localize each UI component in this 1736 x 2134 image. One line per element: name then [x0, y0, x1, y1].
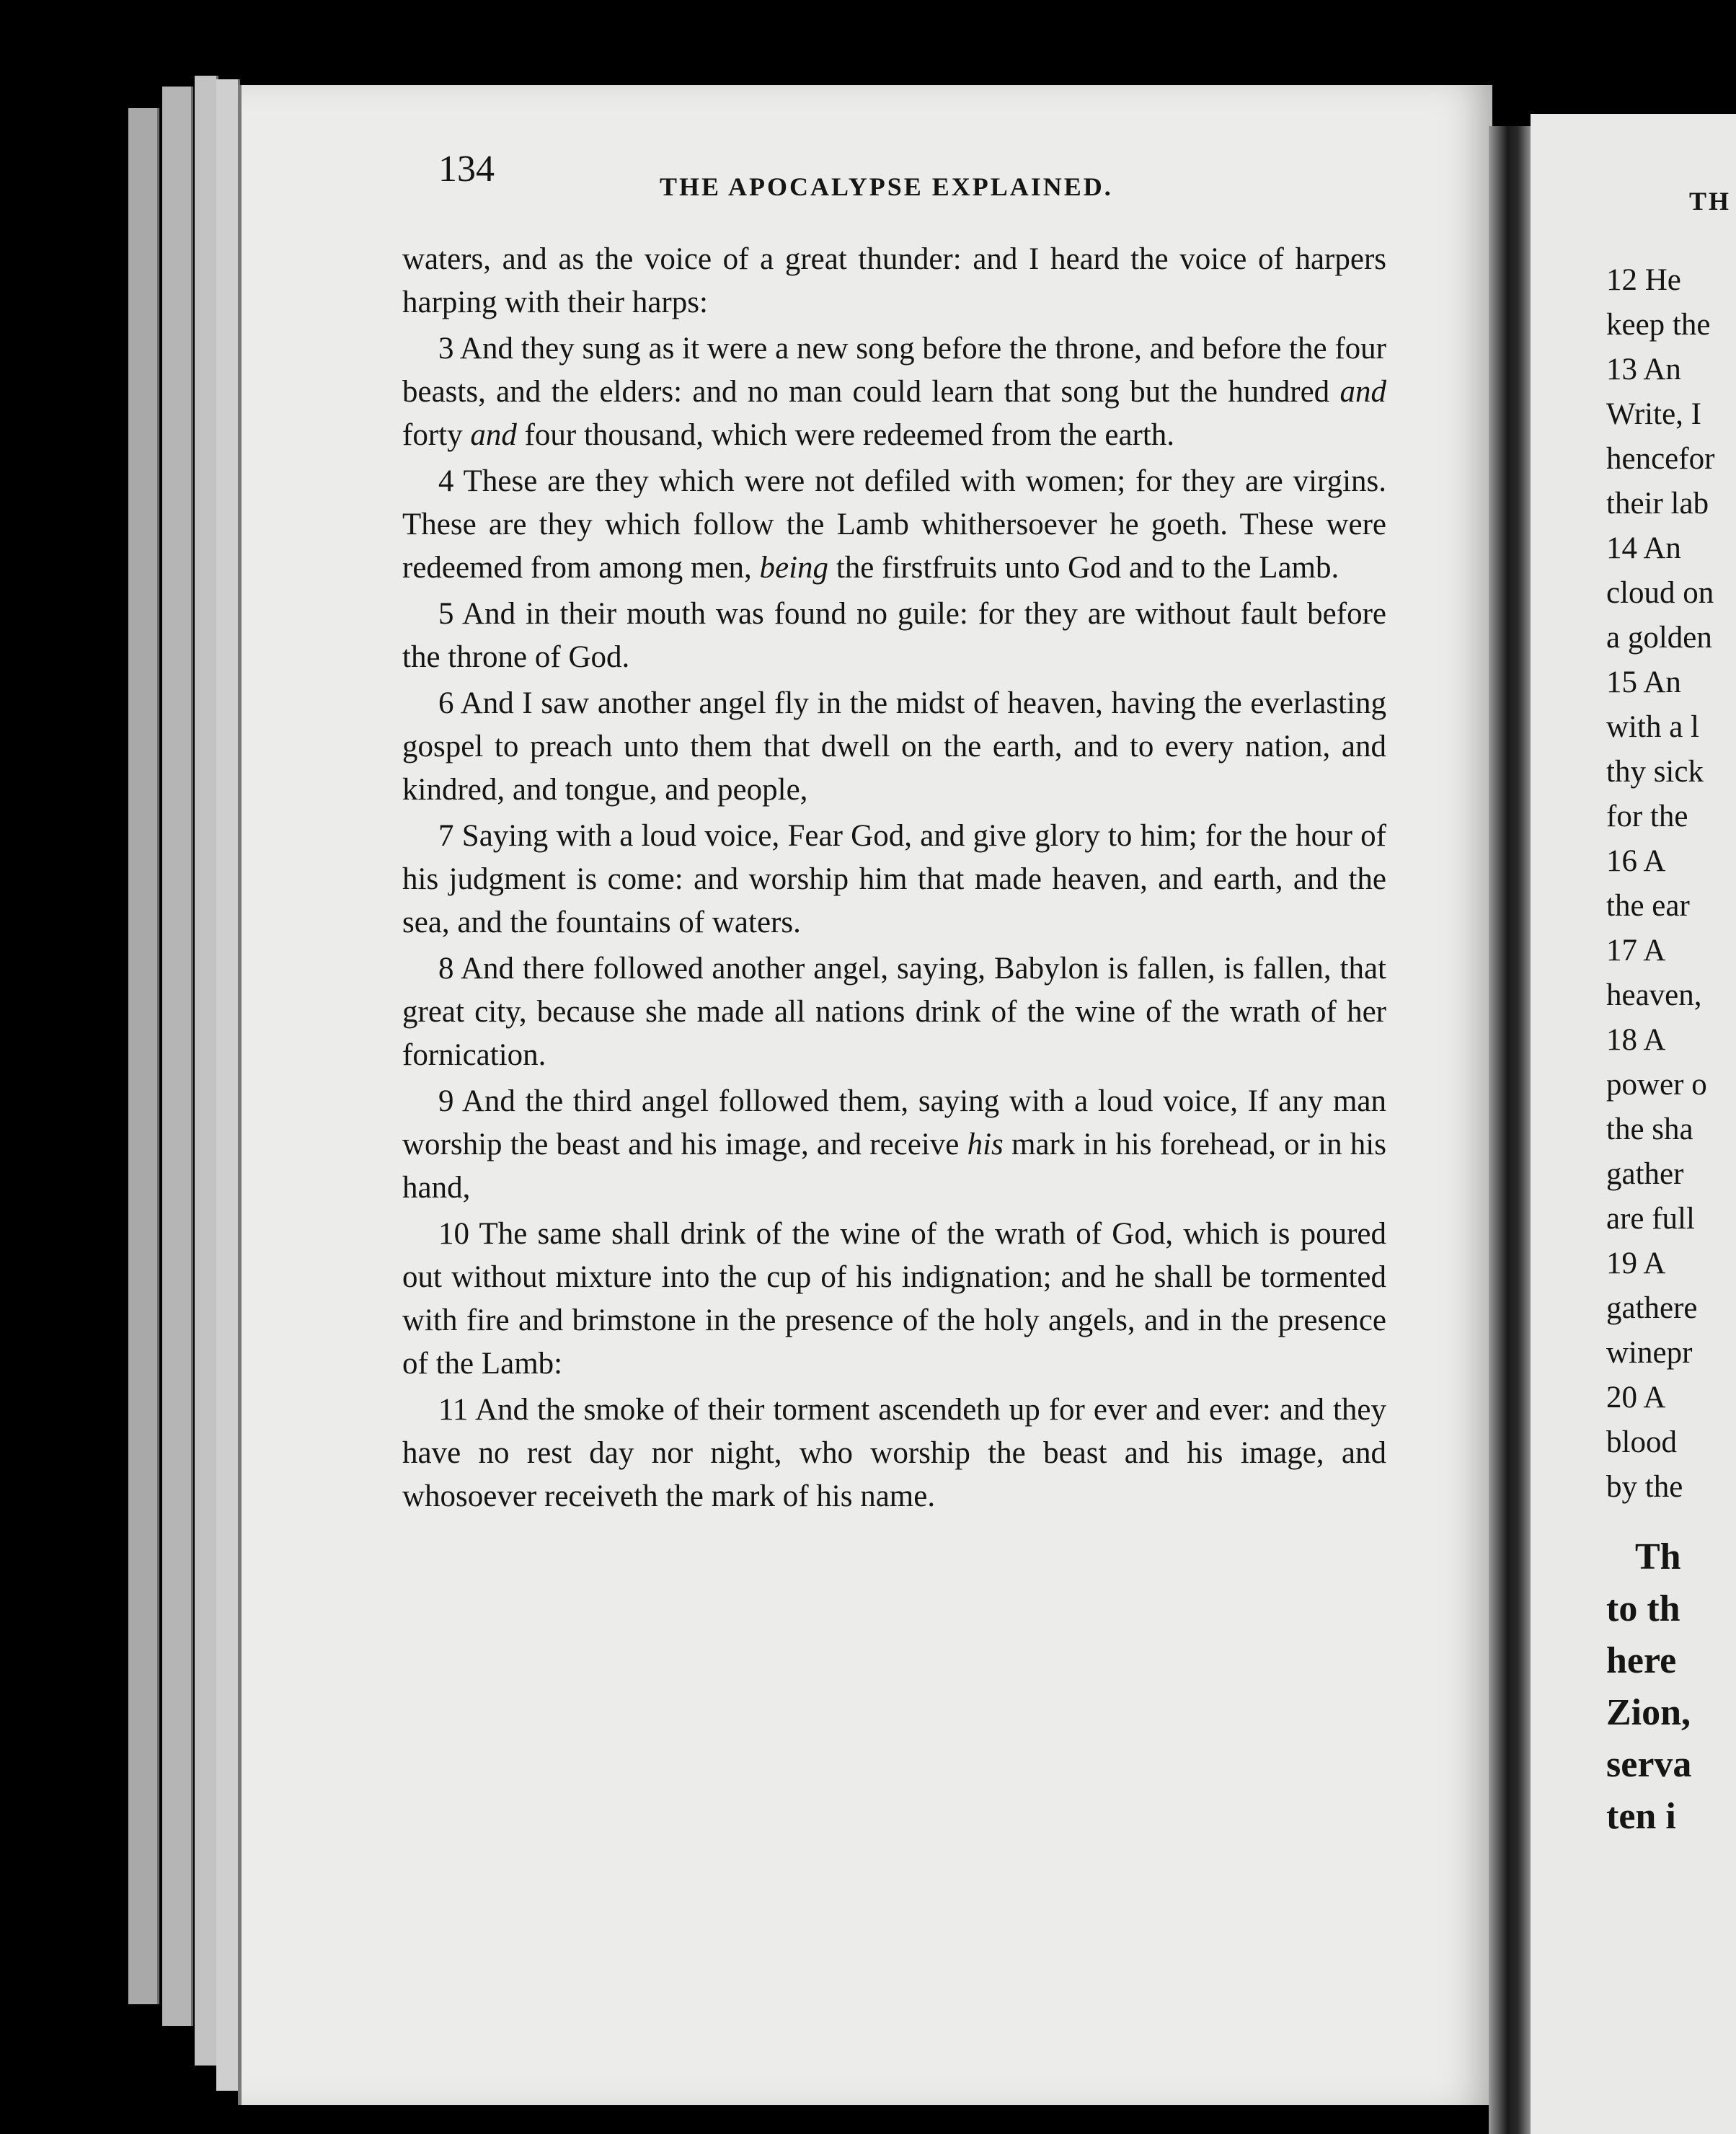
verse-paragraph — [402, 327, 1386, 457]
right-page-line: winepr — [1606, 1336, 1693, 1370]
right-page-line: blood — [1606, 1425, 1677, 1459]
page-edge — [128, 108, 159, 2004]
right-page-line: cloud on — [1606, 576, 1714, 610]
verse-text: 5 And in their mouth was found no guile: for they are without fault before the throne of God. — [402, 597, 1386, 674]
verse-text: forty — [402, 418, 471, 452]
right-page-line: the ear — [1606, 889, 1690, 923]
right-page-line: thy sick — [1606, 755, 1704, 789]
verse-paragraph — [402, 947, 1386, 1077]
italic-word: being — [759, 551, 829, 585]
verse-text: waters, and as the voice of a great thunder: and I heard the voice of harpers harping with their harps: — [402, 242, 1386, 319]
right-page-line: 16 A — [1606, 844, 1666, 878]
right-page-line: gathere — [1606, 1291, 1698, 1325]
right-page-line: 12 He — [1606, 263, 1681, 297]
right-page-line: their lab — [1606, 487, 1709, 521]
verse-paragraph — [402, 815, 1386, 944]
right-page-line: 17 A — [1606, 934, 1666, 968]
verse-text: mark in his forehead, or in his hand, — [402, 1128, 1386, 1205]
italic-word: and — [1339, 375, 1386, 409]
page-edge — [162, 87, 193, 2026]
right-page-line: 18 A — [1606, 1023, 1666, 1057]
right-page-line: gather — [1606, 1157, 1684, 1191]
verse-text: 8 And there followed another angel, saying, Babylon is fallen, is fallen, that great city, because she made all nations drink of the wine of the wrath of her fornication. — [402, 952, 1386, 1072]
commentary-line: serva — [1606, 1744, 1692, 1785]
page-edge — [195, 76, 218, 2066]
running-head-right: TH — [1689, 187, 1732, 216]
verse-text: 11 And the smoke of their torment ascendeth up for ever and ever: and they have no rest day nor night, who worship the beast and his image, and whosoever receiveth the mark of his name. — [402, 1393, 1386, 1513]
verse-text: 4 These are they which were not defiled with women; for they are virgins. These are they which follow the Lamb whithersoever he goeth. These were redeemed from among men, — [402, 464, 1386, 585]
right-page-line: power o — [1606, 1068, 1707, 1102]
right-page-line: keep the — [1606, 308, 1711, 342]
right-page-line: heaven, — [1606, 978, 1702, 1012]
verse-paragraph — [402, 1389, 1386, 1518]
right-page-line: 14 An — [1606, 531, 1681, 565]
verse-paragraph — [402, 1213, 1386, 1386]
spacer — [1606, 1510, 1736, 1531]
right-page-line: for the — [1606, 800, 1688, 833]
right-page-line: by the — [1606, 1470, 1683, 1504]
right-page-line: Write, I — [1606, 397, 1701, 431]
verse-paragraph — [402, 1080, 1386, 1210]
verse-text: 9 And the third angel followed them, saying with a loud voice, If any man worship the beast and his image, and receive — [402, 1084, 1386, 1161]
italic-word: and — [470, 418, 517, 452]
commentary-line: Zion, — [1606, 1692, 1691, 1733]
verse-paragraph — [402, 460, 1386, 590]
verse-text: the firstfruits unto God and to the Lamb. — [828, 551, 1339, 585]
commentary-line: here — [1606, 1640, 1677, 1681]
commentary-line: Th — [1635, 1536, 1681, 1577]
verse-text: four thousand, which were redeemed from the earth. — [516, 418, 1175, 452]
page-edge — [216, 79, 240, 2091]
continued-paragraph — [402, 238, 1386, 324]
verse-paragraph — [402, 593, 1386, 679]
right-page — [1531, 114, 1736, 2134]
running-head: THE APOCALYPSE EXPLAINED. — [660, 172, 1113, 201]
page-number: 134 — [438, 149, 495, 190]
right-page-line: 19 A — [1606, 1247, 1666, 1280]
right-page-line: the sha — [1606, 1112, 1693, 1146]
right-page-line: 20 A — [1606, 1381, 1666, 1414]
verse-text: 6 And I saw another angel fly in the midst of heaven, having the everlasting gospel to preach unto them that dwell on the earth, and to every nation, and kindred, and tongue, and people, — [402, 686, 1386, 807]
right-page-line: 15 An — [1606, 665, 1681, 699]
right-page-line: a golden — [1606, 621, 1712, 655]
right-page-line: with a l — [1606, 710, 1699, 744]
verse-text: 7 Saying with a loud voice, Fear God, and give glory to him; for the hour of his judgment is come: and worship him that made heaven, and earth, and the sea, and the fountains of waters. — [402, 819, 1386, 939]
verse-text: 3 And they sung as it were a new song before the throne, and before the four beasts, and the elders: and no man could learn that song but the hundred — [402, 332, 1386, 409]
right-page-text — [1606, 258, 1736, 1843]
scripture-text — [402, 238, 1386, 1521]
right-page-line: 13 An — [1606, 353, 1681, 386]
commentary-line: to th — [1606, 1588, 1680, 1629]
commentary-line: ten i — [1606, 1796, 1676, 1837]
italic-word: his — [967, 1128, 1004, 1161]
verse-text: 10 The same shall drink of the wine of the wrath of God, which is poured out without mixture into the cup of his indignation; and he shall be tormented with fire and brimstone in the presence of the holy angels, and in the presence of the Lamb: — [402, 1217, 1386, 1381]
right-page-line: hencefor — [1606, 442, 1715, 476]
right-page-line: are full — [1606, 1202, 1695, 1236]
verse-paragraph — [402, 682, 1386, 812]
book-gutter — [1489, 126, 1531, 2134]
